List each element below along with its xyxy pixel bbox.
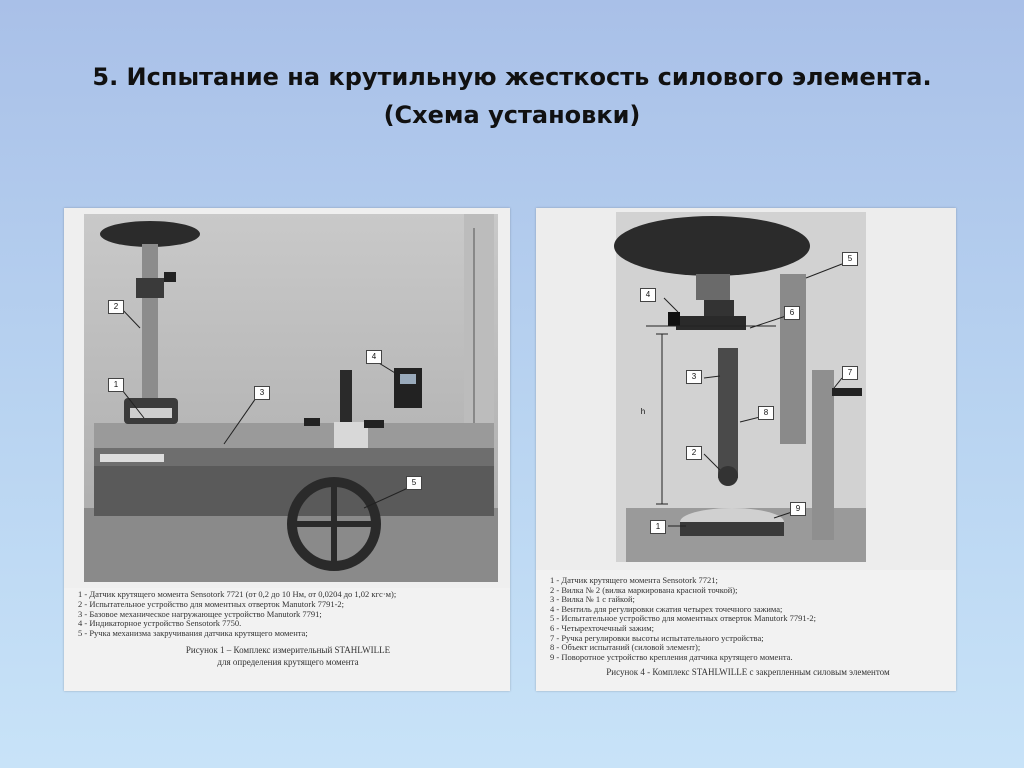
- slide-title-line2: (Схема установки): [383, 101, 641, 129]
- left-figure-caption: [78, 590, 498, 668]
- right-legend-item-2: 2 - Вилка № 2 (вилка маркирована красной точкой);: [550, 585, 738, 595]
- left-callout-2: 2: [108, 300, 124, 314]
- right-callout-9: 9: [790, 502, 806, 516]
- right-legend-item-8: 8 - Объект испытаний (силовой элемент);: [550, 643, 701, 653]
- left-callout-5: 5: [406, 476, 422, 490]
- right-legend-item-3: 3 - Вилка № 1 с гайкой;: [550, 595, 635, 605]
- right-callout-7: 7: [842, 366, 858, 380]
- right-figure-caption-text: Рисунок 4 - Комплекс STAHLWILLE с закрепленным силовым элементом: [606, 667, 890, 678]
- right-legend-item-1: 1 - Датчик крутящего момента Sensotork 7721;: [550, 576, 718, 585]
- right-callout-6: 6: [784, 306, 800, 320]
- left-legend-item-3: 3 - Базовое механическое нагружающее устройство Manutork 7791;: [78, 609, 322, 619]
- right-figure-caption: [550, 576, 946, 678]
- left-legend-item-1: 1 - Датчик крутящего момента Sensotork 7721 (от 0,2 до 10 Нм, от 0,0204 до 1,02 кгс·м);: [78, 590, 397, 599]
- right-callout-4: 4: [640, 288, 656, 302]
- left-figure-page: [64, 208, 510, 691]
- left-legend-item-2: 2 - Испытательное устройство для моментных отверток Manutork 7791-2;: [78, 599, 345, 609]
- right-callout-8: 8: [758, 406, 774, 420]
- left-callout-3: 3: [254, 386, 270, 400]
- right-dimension-label: h: [640, 407, 646, 416]
- right-legend-item-6: 6 - Четырехточечный зажим;: [550, 623, 654, 633]
- left-figure-caption-line1: Рисунок 1 – Комплекс измерительный STAHLWILLE: [185, 644, 391, 655]
- left-legend-item-5: 5 - Ручка механизма закручивания датчика крутящего момента;: [78, 629, 308, 639]
- right-legend-item-5: 5 - Испытательное устройство для моментных отверток Manutork 7791-2;: [550, 614, 817, 624]
- right-legend-item-4: 4 - Вентиль для регулировки сжатия четырех точечного зажима;: [550, 604, 783, 614]
- left-figure-photo: [64, 208, 510, 588]
- right-callout-2: 2: [686, 446, 702, 460]
- left-figure-caption-line2: для определения крутящего момента: [217, 656, 359, 667]
- right-figure-page: [536, 208, 956, 691]
- slide-title-line1: 5. Испытание на крутильную жесткость силового элемента.: [92, 63, 932, 91]
- right-legend-item-9: 9 - Поворотное устройство крепления датчика крутящего момента.: [550, 652, 793, 662]
- left-legend-item-4: 4 - Индикаторное устройство Sensotork 7750.: [78, 619, 242, 629]
- right-callout-1: 1: [650, 520, 666, 534]
- left-callout-4: 4: [366, 350, 382, 364]
- right-legend-item-7: 7 - Ручка регулировки высоты испытательного устройства;: [550, 633, 764, 643]
- right-callout-3: 3: [686, 370, 702, 384]
- right-figure-photo: [536, 208, 956, 570]
- slide-title: [40, 58, 984, 134]
- right-callout-5: 5: [842, 252, 858, 266]
- left-callout-1: 1: [108, 378, 124, 392]
